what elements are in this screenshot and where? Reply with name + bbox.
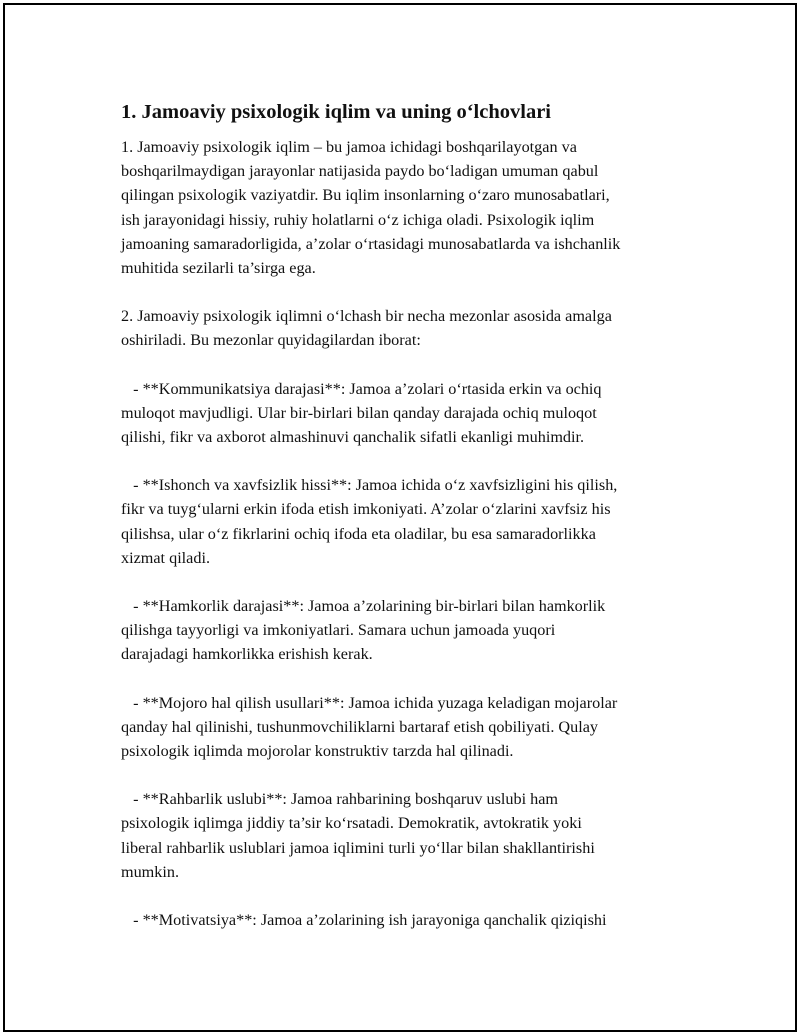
list-item-leadership-style: - **Rahbarlik uslubi**: Jamoa rahbarining boshqaruv uslubi ham psixologik iqlimga jiddiy ta’sir ko‘rsatadi. Demokratik, avtokratik yoki liberal rahbarlik uslublari jamoa iqlimini turli yo‘llar bilan shakllantirishi mumkin. <box>121 790 595 881</box>
page-frame <box>3 3 797 1032</box>
list-item-communication: - **Kommunikatsiya darajasi**: Jamoa a’zolari o‘rtasida erkin va ochiq muloqot mavjudligi. Ular bir-birlari bilan qanday darajada ochiq muloqot qilishi, fikr va axborot almashinuvi qanchalik sifatli ekanligi muhimdir. <box>121 379 602 447</box>
document-title: 1. Jamoaviy psixologik iqlim va uning o‘lchovlari <box>121 101 551 123</box>
list-item-motivation: - **Motivatsiya**: Jamoa a’zolarining ish jarayoniga qanchalik qiziqishi <box>121 911 607 930</box>
paragraph-measurement-intro: 2. Jamoaviy psixologik iqlimni o‘lchash bir necha mezonlar asosida amalga oshiriladi. Bu mezonlar quyidagilardan iborat: <box>121 307 612 350</box>
list-item-trust-safety: - **Ishonch va xavfsizlik hissi**: Jamoa ichida o‘z xavfsizligini his qilish, fikr va tuyg‘ularni erkin ifoda etish imkoniyati. A’zolar o‘zlarini xavfsiz his qilishsa, ular o‘z fikrlarini ochiq ifoda eta oladilar, bu esa samaradorlikka xizmat qiladi. <box>121 476 618 567</box>
list-item-conflict-resolution: - **Mojoro hal qilish usullari**: Jamoa ichida yuzaga keladigan mojarolar qanday hal qilinishi, tushunmovchiliklarni bartaraf etish qobiliyati. Qulay psixologik iqlimda mojorolar konstruktiv tarzda hal qilinadi. <box>121 693 618 761</box>
document-body <box>121 97 701 956</box>
list-item-cooperation: - **Hamkorlik darajasi**: Jamoa a’zolarining bir-birlari bilan hamkorlik qilishga tayyorligi va imkoniyatlari. Samara uchun jamoada yuqori darajadagi hamkorlikka erishish kerak. <box>121 597 606 664</box>
paragraph-definition: 1. Jamoaviy psixologik iqlim – bu jamoa ichidagi boshqarilayotgan va boshqarilmaydigan jarayonlar natijasida paydo bo‘ladigan umuman qabul qilingan psixologik vaziyatdir. Bu iqlim insonlarning o‘zaro munosabatlari, ish jarayonidagi hissiy, ruhiy holatlarni o‘z ichiga oladi. Psixologik iqlim jamoaning samaradorligida, a’zolar o‘rtasidagi munosabatlarda va ishchanlik muhitida sezilarli ta’sirga ega. <box>121 138 621 278</box>
